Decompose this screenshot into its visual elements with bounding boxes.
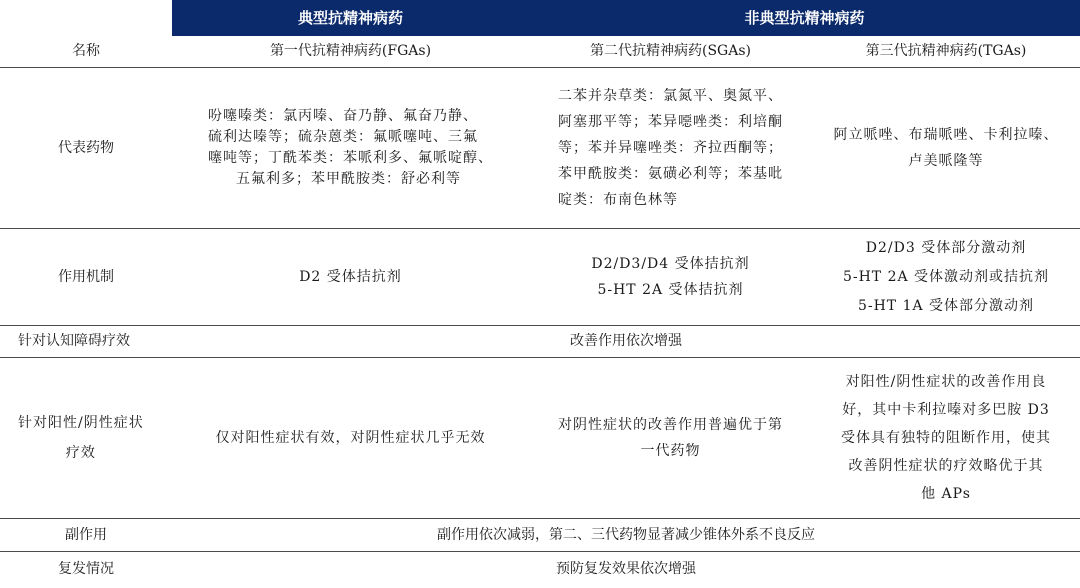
subheader-fga: 第一代抗精神病药(FGAs)	[172, 36, 529, 68]
symptoms-tga-line: 对阳性/阴性症状的改善作用良	[845, 374, 1047, 390]
symptoms-tga-line: 好，其中卡利拉嗪对多巴胺 D3	[842, 402, 1050, 418]
side-effects-value: 副作用依次减弱，第二、三代药物显著减少锥体外系不良反应	[172, 519, 1080, 552]
drugs-sga-line: 阿塞那平等；苯异噁唑类：利培酮	[558, 114, 783, 130]
row-label-side-effects: 副作用	[0, 519, 172, 552]
symptoms-sga-line: 对阴性症状的改善作用普遍优于第	[558, 417, 783, 433]
drugs-sga-line: 二苯并杂草类：氯氮平、奥氮平、	[558, 88, 783, 104]
mechanism-fga	[172, 229, 529, 326]
header-spacer	[0, 0, 172, 36]
symptoms-fga	[172, 358, 529, 519]
header-typical: 典型抗精神病药	[172, 0, 529, 36]
row-symptoms	[0, 358, 1080, 519]
drugs-sga-line: 啶类：布南色林等	[558, 192, 678, 208]
row-mechanism	[0, 229, 1080, 326]
subheader-tga: 第三代抗精神病药(TGAs)	[812, 36, 1080, 68]
symptoms-tga	[812, 358, 1080, 519]
row-relapse	[0, 552, 1080, 588]
mechanism-tga-line: 5-HT 2A 受体激动剂或拮抗剂	[842, 268, 1050, 285]
drugs-fga-line: 噻吨等；丁酰苯类：苯哌利多、氟哌啶醇、	[208, 150, 493, 166]
drugs-fga-line: 五氟利多；苯甲酰胺类：舒必利等	[236, 171, 461, 187]
mechanism-tga-line: D2/D3 受体部分激动剂	[865, 239, 1027, 256]
symptoms-label-line: 疗效	[65, 445, 96, 461]
drugs-fga-line: 硫利达嗪等；硫杂蒽类：氟哌噻吨、三氟	[208, 129, 478, 145]
mechanism-sga-line: D2/D3/D4 受体拮抗剂	[591, 256, 750, 272]
symptoms-tga-line: 改善阴性症状的疗效略优于其	[848, 458, 1044, 474]
row-label-drugs: 代表药物	[0, 68, 172, 229]
drugs-tga-line: 阿立哌唑、布瑞哌唑、卡利拉嗪、	[833, 127, 1059, 143]
symptoms-sga	[529, 358, 812, 519]
cognitive-value: 改善作用依次增强	[172, 326, 1080, 358]
row-side-effects	[0, 519, 1080, 552]
mechanism-sga	[529, 229, 812, 326]
subheader-row	[0, 36, 1080, 68]
symptoms-fga-line: 仅对阳性症状有效，对阴性症状几乎无效	[215, 429, 486, 446]
row-representative-drugs	[0, 68, 1080, 229]
mechanism-sga-line: 5-HT 2A 受体拮抗剂	[597, 282, 744, 298]
header-atypical: 非典型抗精神病药	[529, 0, 1080, 36]
relapse-value: 预防复发效果依次增强	[556, 561, 696, 577]
drugs-sga	[529, 68, 812, 229]
drugs-sga-line: 苯甲酰胺类：氨磺必利等；苯基吡	[558, 166, 783, 182]
row-label-cognitive: 针对认知障碍疗效	[0, 326, 172, 358]
mechanism-fga-line: D2 受体拮抗剂	[299, 268, 402, 285]
drugs-fga	[172, 68, 529, 229]
header-row	[0, 0, 1080, 36]
row-label-symptoms	[0, 358, 172, 519]
mechanism-tga-line: 5-HT 1A 受体部分激动剂	[857, 297, 1035, 314]
symptoms-tga-line: 他 APs	[921, 486, 971, 502]
row-cognitive	[0, 326, 1080, 358]
symptoms-tga-line: 受体具有独特的阻断作用，使其	[841, 430, 1051, 446]
row-label-relapse: 复发情况	[58, 561, 114, 577]
row-label-mechanism: 作用机制	[0, 229, 172, 326]
drugs-fga-line: 吩噻嗪类：氯丙嗪、奋乃静、氟奋乃静、	[208, 108, 478, 124]
symptoms-label-line: 针对阳性/阴性症状	[18, 415, 144, 431]
symptoms-sga-line: 一代药物	[640, 443, 701, 459]
mechanism-tga	[812, 229, 1080, 326]
drugs-sga-line: 等；苯并异噻唑类：齐拉西酮等；	[558, 140, 783, 156]
subheader-name: 名称	[0, 36, 172, 68]
drugs-tga	[812, 68, 1080, 229]
drugs-tga-line: 卢美哌隆等	[908, 153, 984, 169]
subheader-sga: 第二代抗精神病药(SGAs)	[529, 36, 812, 68]
